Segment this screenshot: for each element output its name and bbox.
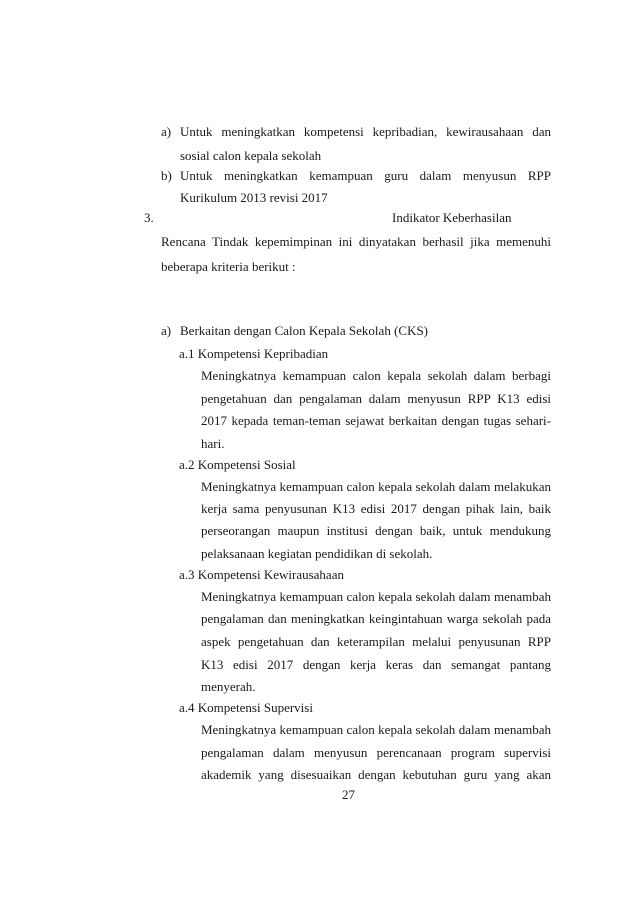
- subsection-a4-line-1: Meningkatnya kemampuan calon kepala sekolah dalam menambah: [201, 722, 551, 737]
- objective-b-marker: b): [161, 168, 172, 183]
- subsection-a2-line-1: Meningkatnya kemampuan calon kepala sekolah dalam melakukan: [201, 479, 551, 494]
- subsection-a1-line-3: 2017 kepada teman-teman sejawat berkaitan dengan tugas sehari-: [201, 413, 551, 428]
- subsection-a2-line-2: kerja sama penyusunan K13 edisi 2017 dengan pihak lain, baik: [201, 501, 551, 516]
- subsection-a4-label: a.4 Kompetensi Supervisi: [179, 700, 313, 715]
- section-number: 3.: [144, 210, 154, 225]
- subsection-a1-label: a.1 Kompetensi Kepribadian: [179, 346, 329, 361]
- page-number: 27: [342, 787, 355, 802]
- subsection-a2-label: a.2 Kompetensi Sosial: [179, 457, 296, 472]
- objective-b-line-1: Untuk meningkatkan kemampuan guru dalam menyusun RPP: [180, 168, 551, 183]
- subsection-a1-line-4: hari.: [201, 436, 225, 451]
- objective-a-line-2: sosial calon kepala sekolah: [180, 148, 322, 163]
- subsection-a3-label: a.3 Kompetensi Kewirausahaan: [179, 567, 344, 582]
- objective-a-marker: a): [161, 124, 172, 139]
- objective-b-line-2: Kurikulum 2013 revisi 2017: [180, 190, 328, 205]
- subsection-a3-line-4: K13 edisi 2017 dengan kerja keras dan semangat pantang: [201, 657, 551, 672]
- subsection-a3-line-1: Meningkatnya kemampuan calon kepala sekolah dalam menambah: [201, 589, 551, 604]
- section-intro-line-1: Rencana Tindak kepemimpinan ini dinyatakan berhasil jika memenuhi: [161, 234, 551, 249]
- subsection-a3-line-5: menyerah.: [201, 679, 256, 694]
- objective-a-line-1: Untuk meningkatkan kompetensi kepribadian, kewirausahaan dan: [180, 124, 551, 139]
- subsection-a2-line-3: perseorangan maupun institusi dengan baik, untuk mendukung: [201, 523, 551, 538]
- subsection-a4-line-3: akademik yang disesuaikan dengan kebutuhan guru yang akan: [201, 767, 551, 782]
- criteria-title: Berkaitan dengan Calon Kepala Sekolah (CKS): [180, 323, 429, 338]
- section-heading: Indikator Keberhasilan: [392, 210, 512, 225]
- subsection-a3-line-3: aspek pengetahuan dan keterampilan melalui penyusunan RPP: [201, 634, 551, 649]
- subsection-a1-line-1: Meningkatnya kemampuan calon kepala sekolah dalam berbagi: [201, 368, 551, 383]
- subsection-a2-line-4: pelaksanaan kegiatan pendidikan di sekolah.: [201, 546, 433, 561]
- criteria-marker: a): [161, 323, 172, 338]
- section-intro-line-2: beberapa kriteria berikut :: [161, 259, 296, 274]
- subsection-a1-line-2: pengetahuan dan pengalaman dalam menyusun RPP K13 edisi: [201, 391, 551, 406]
- subsection-a4-line-2: pengalaman dalam menyusun perencanaan program supervisi: [201, 745, 551, 760]
- subsection-a3-line-2: pengalaman dan meningkatkan keingintahuan warga sekolah pada: [201, 611, 551, 626]
